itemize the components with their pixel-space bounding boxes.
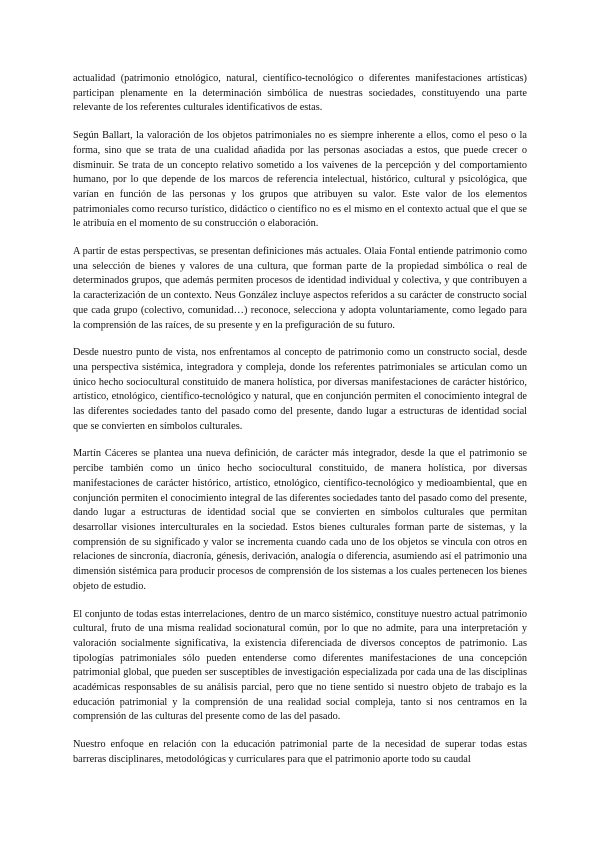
paragraph-4: Desde nuestro punto de vista, nos enfrentamos al concepto de patrimonio como un constructo social, desde una perspectiva sistémica, integradora y compleja, donde los referentes patrimoniales se articulan como un único hecho sociocultural constituido de manera holística, por diversas manifestaciones de carácter histórico, artístico, etnológico, científico-tecnológico y natural, que en conjunción permiten el conocimiento integral de las diferentes sociedades tanto del pasado como del presente, dando lugar a estructuras de identidad social que se convierten en símbolos culturales.: [73, 347, 527, 432]
paragraph-3: A partir de estas perspectivas, se presentan definiciones más actuales. Olaia Fontal entiende patrimonio como una selección de bienes y valores de una cultura, que forman parte de la propiedad simbólica o real de determinados grupos, que además permiten procesos de identidad individual y colectiva, y que contribuyen a la caracterización de un contexto. Neus González incluye aspectos referidos a su carácter de constructo social que cada grupo (colectivo, comunidad…) reconoce, selecciona y adopta voluntariamente, como legado para la comprensión de las raíces, de su presente y en la prefiguración de su futuro.: [73, 246, 527, 331]
paragraph-2: Según Ballart, la valoración de los objetos patrimoniales no es siempre inherente a ellos, como el peso o la forma, sino que se trata de una cualidad añadida por las personas asociadas a estos, que puede crecer o disminuir. Se trata de un concepto relativo sometido a los vaivenes de la percepción y del comportamiento humano, por lo que depende de los marcos de referencia intelectual, histórico, cultural y psicológica, que varían en función de las personas y los grupos que atribuyen su valor. Este valor de los elementos patrimoniales como recurso turístico, didáctico o científico no es el mismo en el contexto actual que el que se le atribuía en el momento de su construcción o elaboración.: [73, 130, 527, 230]
paragraph-5: Martín Cáceres se plantea una nueva definición, de carácter más integrador, desde la que el patrimonio se percibe también como un único hecho sociocultural constituido, de manera holística, por diversas manifestaciones de carácter histórico, artístico, etnológico, científico-tecnológico y medioambiental, que en conjunción permiten el conocimiento integral de las diferentes sociedades tanto del pasado como del presente, dando lugar a estructuras de identidad social que se convierten en símbolos culturales que permitan desarrollar visiones interculturales en la sociedad. Estos bienes culturales forman parte de sistemas, y la comprensión de su significado y valor se incrementa cuando cada uno de los objetos se vincula con otros en relaciones de sincronía, diacronía, génesis, derivación, analogía o diferencia, asumiendo así el patrimonio una dimensión sistémica para producir procesos de comprensión de los sistemas a los cuales pertenecen los bienes objeto de estudio.: [73, 448, 527, 592]
paragraph-6: El conjunto de todas estas interrelaciones, dentro de un marco sistémico, constituye nuestro actual patrimonio cultural, fruto de una misma realidad socionatural común, por lo que no admite, para una interpretación y valoración socialmente significativa, la existencia diferenciada de diversos conceptos de patrimonio. Las tipologías patrimoniales sólo pueden entenderse como diferentes manifestaciones de una concepción patrimonial global, que pueden ser susceptibles de investigación especializada por cada una de las disciplinas académicas responsables de su análisis parcial, pero que no tiene sentido si nuestro objeto de trabajo es la educación patrimonial y la comprensión de una realidad social compleja, tanto si nos centramos en la comprensión de las culturas del presente como de las del pasado.: [73, 608, 527, 723]
paragraph-1: actualidad (patrimonio etnológico, natural, científico-tecnológico o diferentes manifestaciones artísticas) participan plenamente en la determinación simbólica de nuestras sociedades, constituyendo una parte relevante de los referentes culturales identificativos de estas.: [73, 73, 527, 114]
body-text: [73, 72, 527, 768]
paragraph-7: Nuestro enfoque en relación con la educación patrimonial parte de la necesidad de superar todas estas barreras disciplinares, metodológicas y curriculares para que el patrimonio aporte todo su caudal: [73, 739, 527, 765]
